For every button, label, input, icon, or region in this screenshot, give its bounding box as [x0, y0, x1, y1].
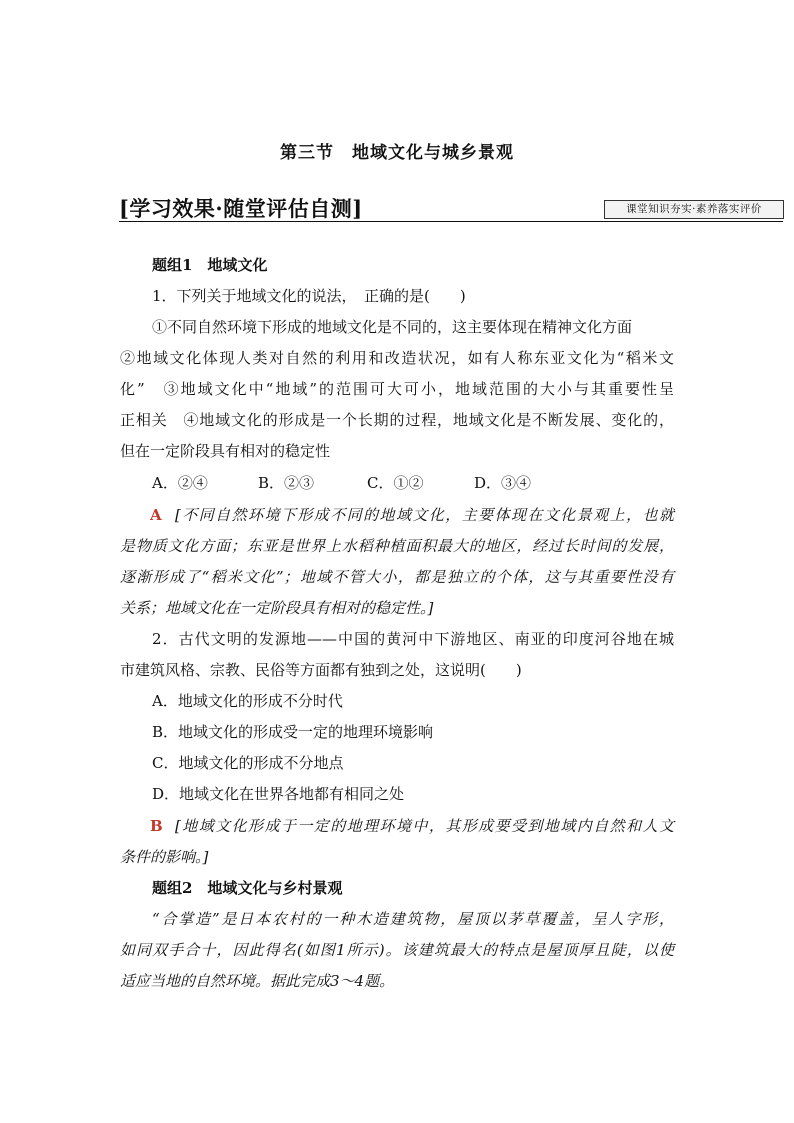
q1-answer: A	[150, 506, 162, 524]
q1-option-a: A．②④	[152, 474, 208, 492]
q1-statement-line: 但在一定阶段具有相对的稳定性	[120, 442, 331, 460]
q2-stem-line: 2．古代文明的发源地——中国的黄河中下游地区、南亚的印度河谷地在城	[152, 630, 674, 648]
banner-rule	[119, 221, 783, 222]
banner-tag: 课堂知识夯实·素养落实评价	[604, 200, 784, 219]
q2-answer: B	[150, 817, 163, 835]
banner-title: [学习效果·随堂评估自测]	[119, 196, 363, 221]
q2-explanation-line: 条件的影响。]	[120, 848, 209, 866]
group1-heading: 题组1 地域文化	[152, 256, 268, 274]
q1-explanation-line: 是物质文化方面；东亚是世界上水稻种植面积最大的地区，经过长时间的发展，	[120, 537, 674, 555]
q1-statement-line: 化” ③地域文化中“地域”的范围可大可小，地域范围的大小与其重要性呈	[120, 380, 674, 398]
q1-explanation-line: [不同自然环境下形成不同的地域文化，主要体现在文化景观上，也就	[175, 506, 674, 524]
q1-option-d: D．③④	[474, 474, 532, 492]
q1-option-b: B．②③	[258, 474, 315, 492]
q1-option-c: C．①②	[367, 474, 424, 492]
q2-stem-line: 市建筑风格、宗教、民俗等方面都有独到之处，这说明( )	[120, 661, 522, 679]
group2-intro-line: 适应当地的自然环境。据此完成3～4题。	[120, 972, 395, 990]
group2-intro-line: 如同双手合十，因此得名(如图1所示)。该建筑最大的特点是屋顶厚且陡，以使	[120, 941, 674, 959]
q1-statement-line: ②地域文化体现人类对自然的利用和改造状况，如有人称东亚文化为“稻米文	[120, 349, 674, 367]
q2-explanation-line: [地域文化形成于一定的地理环境中，其形成要受到地域内自然和人文	[175, 817, 674, 835]
q2-option-b: B．地域文化的形成受一定的地理环境影响	[152, 723, 434, 741]
q1-statement-line: ①不同自然环境下形成的地域文化是不同的，这主要体现在精神文化方面	[152, 318, 633, 336]
group2-heading: 题组2 地域文化与乡村景观	[152, 879, 343, 897]
group2-intro-line: “合掌造”是日本农村的一种木造建筑物，屋顶以茅草覆盖，呈人字形，	[152, 910, 674, 928]
q1-explanation-line: 关系；地域文化在一定阶段具有相对的稳定性。]	[120, 599, 434, 617]
q2-option-c: C．地域文化的形成不分地点	[152, 754, 344, 772]
q1-stem: 1．下列关于地域文化的说法， 正确的是( )	[152, 287, 466, 305]
section-title: 第三节 地域文化与城乡景观	[280, 143, 514, 163]
q1-explanation-line: 逐渐形成了“稻米文化”；地域不管大小，都是独立的个体，这与其重要性没有	[120, 568, 674, 586]
q2-option-a: A．地域文化的形成不分时代	[152, 692, 343, 710]
q2-option-d: D．地域文化在世界各地都有相同之处	[152, 785, 405, 803]
q1-statement-line: 正相关 ④地域文化的形成是一个长期的过程，地域文化是不断发展、变化的，	[120, 411, 674, 429]
